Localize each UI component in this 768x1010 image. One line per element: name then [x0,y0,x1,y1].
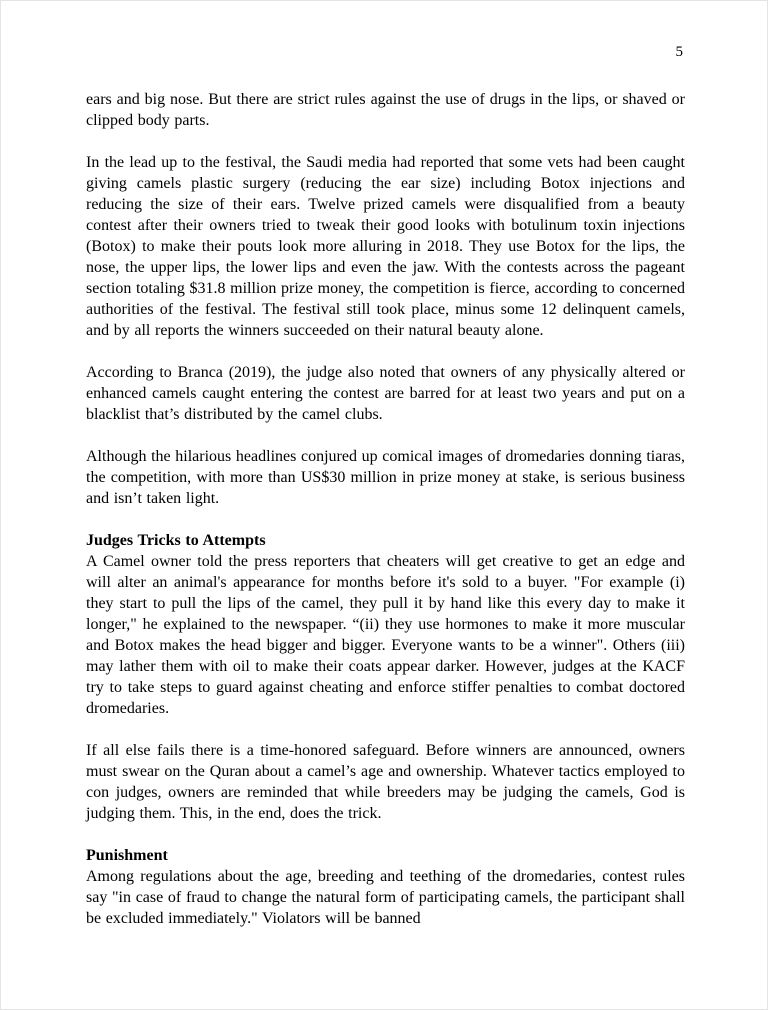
paragraph-regulations: Among regulations about the age, breeding and teething of the dromedaries, contest rules say "in case of fraud to change the natural form of participating camels, the participant shall be excluded immediately." Violators will be banned [86,868,685,927]
paragraph-branca-citation: According to Branca (2019), the judge also noted that owners of any physically altered or enhanced camels caught entering the contest are barred for at least two years and put on a blacklist that’s distributed by the camel clubs. [86,364,685,423]
heading-judges-tricks: Judges Tricks to Attempts [86,532,266,549]
page-number: 5 [675,44,683,60]
paragraph-camel-owner: A Camel owner told the press reporters that cheaters will get creative to get an edge and will alter an animal's appearance for months before it's sold to a buyer. "For example (i) they start to pull the lips of the camel, they pull it by hand like this every day to make it longer," he explained to the newspaper. “(ii) they use hormones to make it more muscular and Botox makes the head bigger and bigger. Everyone wants to be a winner". Others (iii) may lather them with oil to make their coats appear darker. However, judges at the KACF try to take steps to guard against cheating and enforce stiffer penalties to combat doctored dromedaries. [86,553,685,717]
paragraph-headlines: Although the hilarious headlines conjured up comical images of dromedaries donning tiaras, the competition, with more than US$30 million in prize money at stake, is serious business and isn’t taken light. [86,448,685,507]
heading-punishment: Punishment [86,847,168,864]
paragraph-rules-intro: ears and big nose. But there are strict rules against the use of drugs in the lips, or shaved or clipped body parts. [86,91,685,129]
paragraph-safeguard: If all else fails there is a time-honored safeguard. Before winners are announced, owners must swear on the Quran about a camel’s age and ownership. Whatever tactics employed to con judges, owners are reminded that while breeders may be judging the camels, God is judging them. This, in the end, does the trick. [86,742,685,822]
paragraph-festival-report: In the lead up to the festival, the Saudi media had reported that some vets had been caught giving camels plastic surgery (reducing the ear size) including Botox injections and reducing the size of their ears. Twelve prized camels were disqualified from a beauty contest after their owners tried to tweak their good looks with botulinum toxin injections (Botox) to make their pouts look more alluring in 2018. They use Botox for the lips, the nose, the upper lips, the lower lips and even the jaw. With the contests across the pageant section totaling $31.8 million prize money, the competition is fierce, according to concerned authorities of the festival. The festival still took place, minus some 12 delinquent camels, and by all reports the winners succeeded on their natural beauty alone. [86,154,685,339]
document-body [86,89,685,950]
